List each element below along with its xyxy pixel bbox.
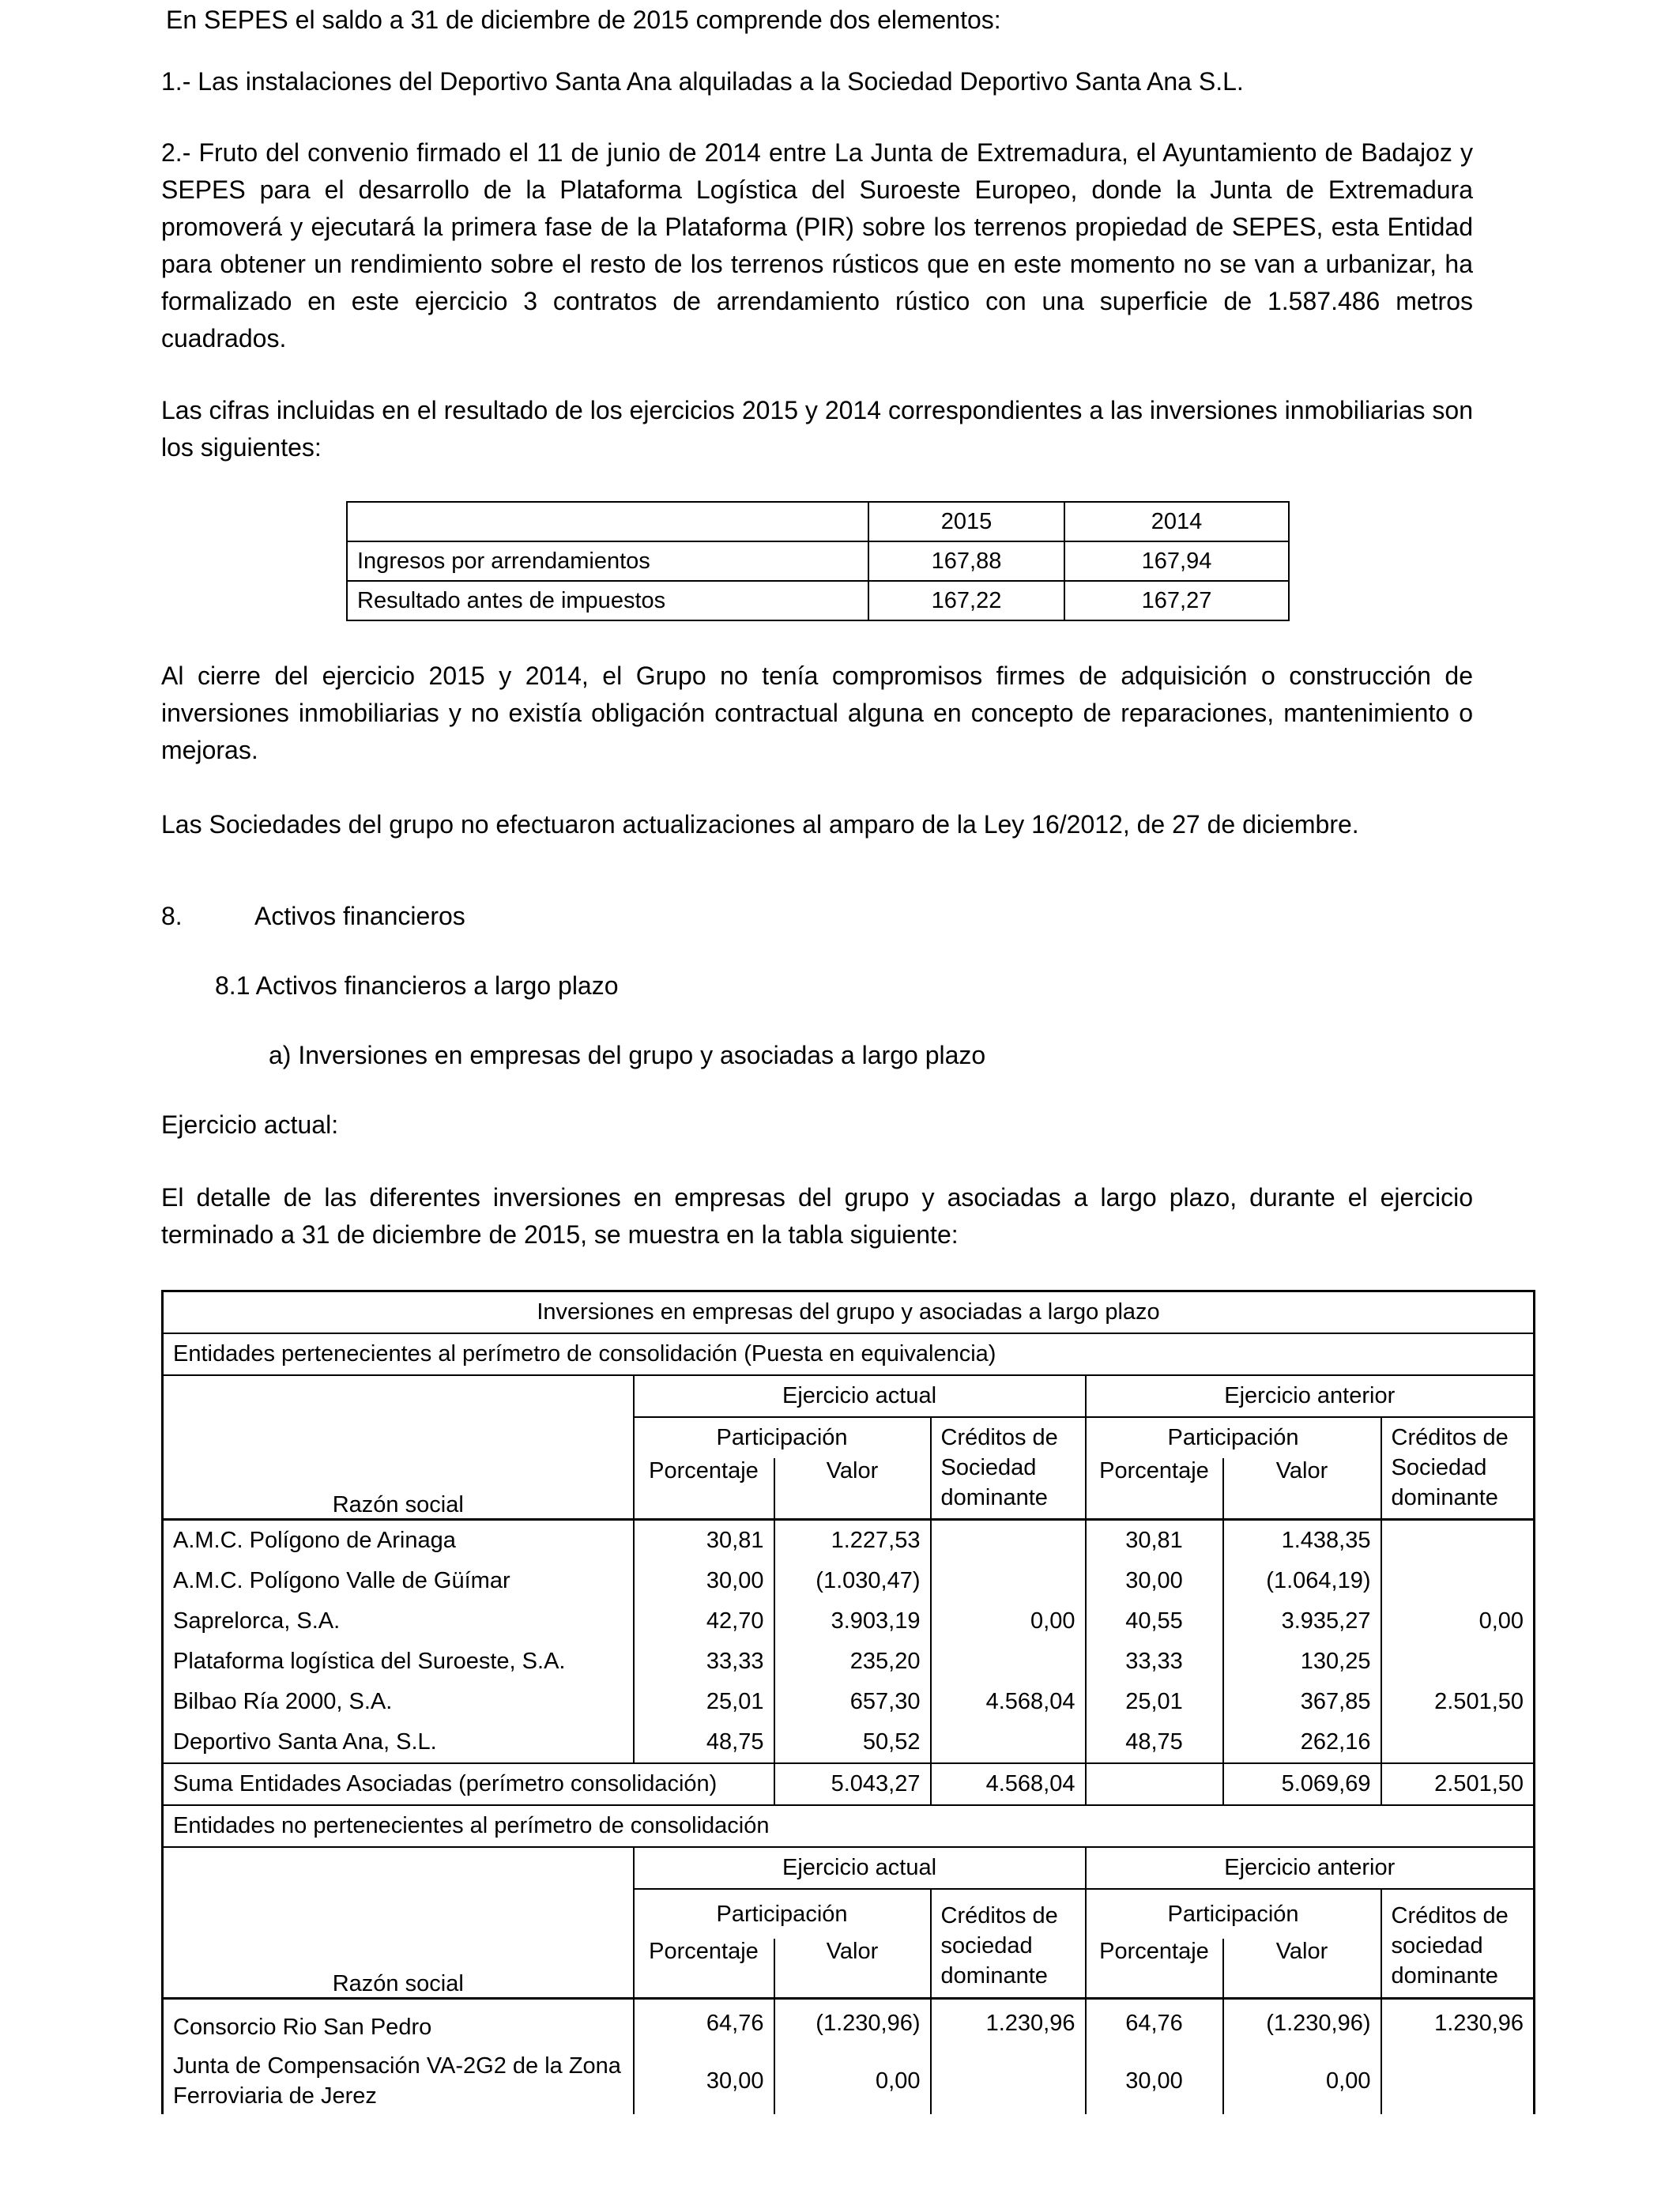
row-porcentaje-anterior: 48,75 [1086,1722,1223,1763]
row-valor-anterior: 0,00 [1223,2048,1381,2114]
summary-row-value-2014: 167,27 [1064,581,1289,620]
row-creditos-actual [931,1561,1086,1601]
row-name: Plataforma logística del Suroeste, S.A. [163,1642,634,1682]
table-row [163,1601,1535,1642]
table-title: Inversiones en empresas del grupo y asociadas a largo plazo [163,1291,1535,1334]
row-valor-anterior: 130,25 [1223,1642,1381,1682]
summary-header-empty [347,502,868,541]
ejercicio-label: Ejercicio actual: [161,1110,339,1139]
row-name: Saprelorca, S.A. [163,1601,634,1642]
header-participacion: Participación [1086,1417,1381,1458]
row-porcentaje-anterior: 33,33 [1086,1642,1223,1682]
row-porcentaje-actual: 42,70 [634,1601,774,1642]
summary-table [346,501,1290,621]
header-razon-social: Razón social [163,1847,634,1999]
row-porcentaje-anterior: 40,55 [1086,1601,1223,1642]
header-razon-social: Razón social [163,1375,634,1520]
investments-table [161,1290,1535,2114]
row-name: Consorcio Rio San Pedro [163,1999,634,2049]
row-porcentaje-anterior: 25,01 [1086,1682,1223,1722]
total-creditos-actual: 4.568,04 [931,1763,1086,1805]
summary-row-ingresos [347,541,1289,581]
table-row [163,1999,1535,2049]
intro-line: En SEPES el saldo a 31 de diciembre de 2015 comprende dos elementos: [166,6,1001,34]
cifras-paragraph: Las cifras incluidas en el resultado de los ejercicios 2015 y 2014 correspondientes a las inversiones inmobiliarias son los siguientes: [161,396,1473,462]
row-creditos-actual [931,2048,1086,2114]
row-valor-anterior: (1.230,96) [1223,1999,1381,2049]
row-creditos-anterior: 1.230,96 [1381,1999,1535,2049]
row-creditos-anterior [1381,2048,1535,2114]
row-name: Deportivo Santa Ana, S.L. [163,1722,634,1763]
header-porcentaje: Porcentaje [634,1458,774,1520]
row-creditos-actual: 4.568,04 [931,1682,1086,1722]
header-valor: Valor [774,1458,931,1520]
total-valor-anterior: 5.069,69 [1223,1763,1381,1805]
row-creditos-actual: 1.230,96 [931,1999,1086,2049]
table-total-row [163,1763,1535,1805]
row-creditos-anterior [1381,1520,1535,1562]
header-participacion: Participación [1086,1889,1381,1939]
row-creditos-anterior [1381,1642,1535,1682]
total-porcentaje-anterior [1086,1763,1223,1805]
row-creditos-anterior: 2.501,50 [1381,1682,1535,1722]
row-creditos-actual [931,1722,1086,1763]
row-porcentaje-actual: 48,75 [634,1722,774,1763]
header-creditos: Créditos de Sociedad dominante [1381,1417,1535,1520]
summary-row-label: Resultado antes de impuestos [347,581,868,620]
row-creditos-actual [931,1520,1086,1562]
row-valor-anterior: 262,16 [1223,1722,1381,1763]
row-valor-actual: 657,30 [774,1682,931,1722]
row-creditos-anterior [1381,1561,1535,1601]
total-label: Suma Entidades Asociadas (perímetro consolidación) [163,1763,774,1805]
row-porcentaje-actual: 33,33 [634,1642,774,1682]
subsubsection-title: a) Inversiones en empresas del grupo y asociadas a largo plazo [269,1041,986,1069]
row-valor-anterior: 367,85 [1223,1682,1381,1722]
summary-row-resultado [347,581,1289,620]
row-valor-actual: 50,52 [774,1722,931,1763]
header-porcentaje: Porcentaje [1086,1458,1223,1520]
header-creditos: Créditos de Sociedad dominante [931,1417,1086,1520]
header-ejercicio-actual: Ejercicio actual [634,1375,1086,1417]
row-creditos-actual: 0,00 [931,1601,1086,1642]
summary-row-label: Ingresos por arrendamientos [347,541,868,581]
section-number: 8. [161,902,183,930]
cierre-paragraph: Al cierre del ejercicio 2015 y 2014, el Grupo no tenía compromisos firmes de adquisición o construcción de inversiones inmobiliarias y no existía obligación contractual alguna en concepto de reparaciones, mantenimiento o mejoras. [161,662,1473,764]
row-name: A.M.C. Polígono de Arinaga [163,1520,634,1562]
row-porcentaje-anterior: 64,76 [1086,1999,1223,2049]
group1-header-row-1 [163,1375,1535,1417]
total-creditos-anterior: 2.501,50 [1381,1763,1535,1805]
table-title-row [163,1291,1535,1334]
group2-title-row [163,1805,1535,1847]
group2-header-row-1 [163,1847,1535,1889]
summary-header-2014: 2014 [1064,502,1289,541]
header-creditos: Créditos de sociedad dominante [931,1889,1086,1999]
table-row [163,1722,1535,1763]
row-valor-anterior: (1.064,19) [1223,1561,1381,1601]
group1-title-row [163,1333,1535,1375]
row-porcentaje-anterior: 30,81 [1086,1520,1223,1562]
summary-header-row [347,502,1289,541]
row-porcentaje-actual: 25,01 [634,1682,774,1722]
row-valor-actual: 1.227,53 [774,1520,931,1562]
section-title: Activos financieros [254,902,465,930]
row-porcentaje-anterior: 30,00 [1086,2048,1223,2114]
row-valor-actual: (1.230,96) [774,1999,931,2049]
row-valor-actual: 3.903,19 [774,1601,931,1642]
subsection-title: 8.1 Activos financieros a largo plazo [215,971,619,1000]
summary-row-value-2014: 167,94 [1064,541,1289,581]
table-row [163,1642,1535,1682]
header-porcentaje: Porcentaje [634,1939,774,1999]
table-row [163,1561,1535,1601]
row-name: Bilbao Ría 2000, S.A. [163,1682,634,1722]
summary-row-value-2015: 167,22 [868,581,1064,620]
row-name: A.M.C. Polígono Valle de Güímar [163,1561,634,1601]
row-valor-actual: (1.030,47) [774,1561,931,1601]
row-porcentaje-actual: 30,81 [634,1520,774,1562]
header-creditos: Créditos de sociedad dominante [1381,1889,1535,1999]
row-valor-anterior: 1.438,35 [1223,1520,1381,1562]
header-valor: Valor [1223,1939,1381,1999]
ley-paragraph: Las Sociedades del grupo no efectuaron actualizaciones al amparo de la Ley 16/2012, de 27 de diciembre. [161,810,1359,839]
table-row [163,1520,1535,1562]
row-valor-anterior: 3.935,27 [1223,1601,1381,1642]
header-participacion: Participación [634,1417,931,1458]
table-row [163,1682,1535,1722]
intro-item-1: 1.- Las instalaciones del Deportivo Santa Ana alquiladas a la Sociedad Deportivo Santa Ana S.L. [161,67,1244,96]
header-ejercicio-actual: Ejercicio actual [634,1847,1086,1889]
row-creditos-actual [931,1642,1086,1682]
row-name: Junta de Compensación VA-2G2 de la Zona Ferroviaria de Jerez [163,2048,634,2114]
row-porcentaje-anterior: 30,00 [1086,1561,1223,1601]
row-porcentaje-actual: 64,76 [634,1999,774,2049]
table-row [163,2048,1535,2114]
row-creditos-anterior [1381,1722,1535,1763]
row-porcentaje-actual: 30,00 [634,2048,774,2114]
header-valor: Valor [774,1939,931,1999]
detalle-paragraph: El detalle de las diferentes inversiones en empresas del grupo y asociadas a largo plazo, durante el ejercicio terminado a 31 de diciembre de 2015, se muestra en la tabla siguiente: [161,1183,1473,1249]
header-participacion: Participación [634,1889,931,1939]
row-porcentaje-actual: 30,00 [634,1561,774,1601]
row-valor-actual: 0,00 [774,2048,931,2114]
group1-title: Entidades pertenecientes al perímetro de consolidación (Puesta en equivalencia) [163,1333,1535,1375]
header-ejercicio-anterior: Ejercicio anterior [1086,1847,1535,1889]
header-valor: Valor [1223,1458,1381,1520]
group2-title: Entidades no pertenecientes al perímetro de consolidación [163,1805,1535,1847]
summary-row-value-2015: 167,88 [868,541,1064,581]
summary-header-2015: 2015 [868,502,1064,541]
row-valor-actual: 235,20 [774,1642,931,1682]
intro-item-2: 2.- Fruto del convenio firmado el 11 de junio de 2014 entre La Junta de Extremadura, el Ayuntamiento de Badajoz y SEPES para el desarrollo de la Plataforma Logística del Suroeste Europeo, donde la Junta de Extremadura promoverá y ejecutará la primera fase de la Plataforma (PIR) sobre los terrenos propiedad de SEPES, esta Entidad para obtener un rendimiento sobre el resto de los terrenos rústicos que en este momento no se van a urbanizar, ha formalizado en este ejercicio 3 contratos de arrendamiento rústico con una superficie de 1.587.486 metros cuadrados. [161,138,1473,352]
header-porcentaje: Porcentaje [1086,1939,1223,1999]
header-ejercicio-anterior: Ejercicio anterior [1086,1375,1535,1417]
row-creditos-anterior: 0,00 [1381,1601,1535,1642]
total-valor-actual: 5.043,27 [774,1763,931,1805]
